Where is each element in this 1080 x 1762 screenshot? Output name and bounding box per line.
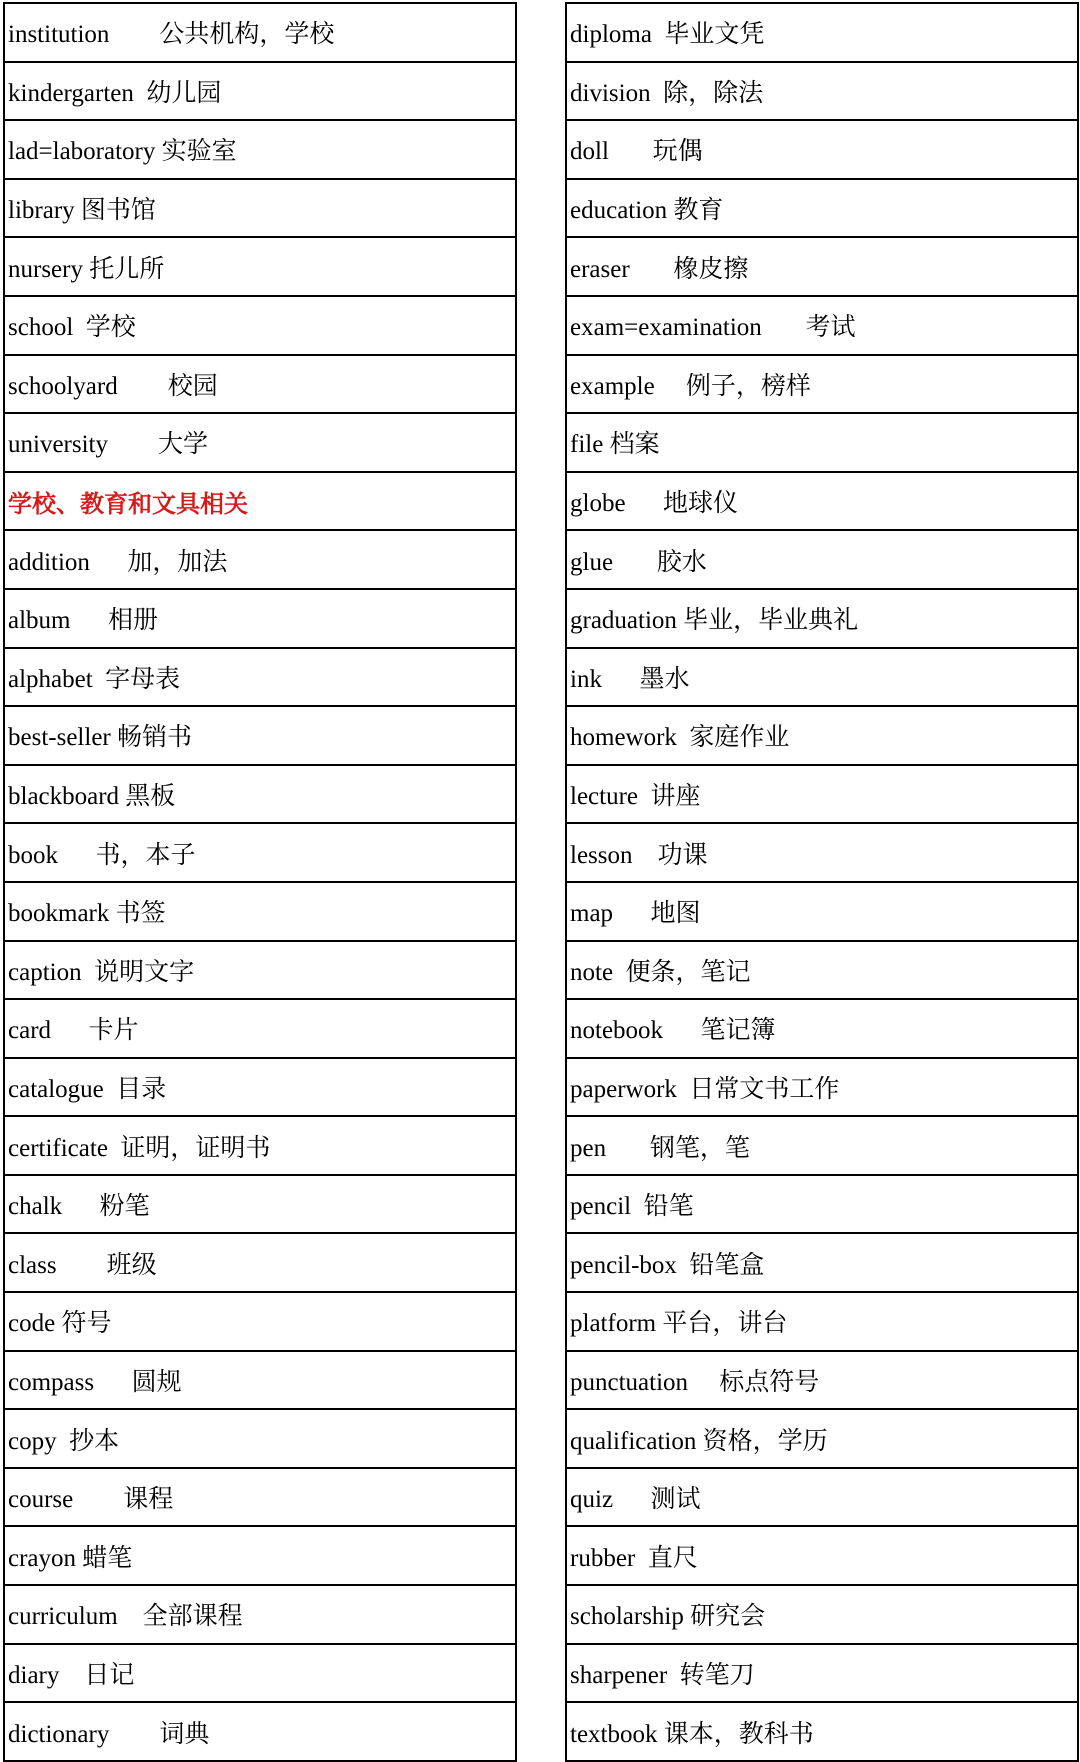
vocab-row: ink 墨水 <box>567 649 1077 708</box>
vocab-row: course 课程 <box>5 1469 515 1528</box>
vocab-row: diary 日记 <box>5 1645 515 1704</box>
vocab-row: catalogue 目录 <box>5 1059 515 1118</box>
vocab-row: blackboard 黑板 <box>5 766 515 825</box>
vocab-row: division 除，除法 <box>567 63 1077 122</box>
vocab-row: compass 圆规 <box>5 1352 515 1411</box>
vocab-row: lesson 功课 <box>567 824 1077 883</box>
vocab-row: education 教育 <box>567 180 1077 239</box>
vocab-row: library 图书馆 <box>5 180 515 239</box>
section-heading: 学校、教育和文具相关 <box>5 473 515 532</box>
vocab-row: book 书，本子 <box>5 824 515 883</box>
vocab-row: doll 玩偶 <box>567 121 1077 180</box>
vocab-row: sharpener 转笔刀 <box>567 1645 1077 1704</box>
vocab-row: rubber 直尺 <box>567 1527 1077 1586</box>
vocab-row: homework 家庭作业 <box>567 707 1077 766</box>
vocab-row: certificate 证明，证明书 <box>5 1117 515 1176</box>
vocab-row: university 大学 <box>5 414 515 473</box>
vocab-row: notebook 笔记簿 <box>567 1000 1077 1059</box>
vocab-row: code 符号 <box>5 1293 515 1352</box>
vocab-row: copy 抄本 <box>5 1410 515 1469</box>
vocab-row: nursery 托儿所 <box>5 238 515 297</box>
vocab-row: curriculum 全部课程 <box>5 1586 515 1645</box>
vocab-row: crayon 蜡笔 <box>5 1527 515 1586</box>
vocab-row: globe 地球仪 <box>567 473 1077 532</box>
vocab-table-right <box>565 2 1079 1762</box>
vocab-row: glue 胶水 <box>567 531 1077 590</box>
vocab-row: addition 加，加法 <box>5 531 515 590</box>
vocab-row: dictionary 词典 <box>5 1703 515 1762</box>
vocab-row: chalk 粉笔 <box>5 1176 515 1235</box>
vocab-row: eraser 橡皮擦 <box>567 238 1077 297</box>
vocab-row: schoolyard 校园 <box>5 356 515 415</box>
vocab-row: qualification 资格，学历 <box>567 1410 1077 1469</box>
vocab-row: pen 钢笔，笔 <box>567 1117 1077 1176</box>
vocab-row: lad=laboratory 实验室 <box>5 121 515 180</box>
vocab-row: institution 公共机构，学校 <box>5 4 515 63</box>
vocab-row: kindergarten 幼儿园 <box>5 63 515 122</box>
vocab-row: diploma 毕业文凭 <box>567 4 1077 63</box>
vocab-row: pencil-box 铅笔盒 <box>567 1234 1077 1293</box>
vocab-row: bookmark 书签 <box>5 883 515 942</box>
vocab-row: caption 说明文字 <box>5 942 515 1001</box>
vocab-row: platform 平台，讲台 <box>567 1293 1077 1352</box>
vocab-row: quiz 测试 <box>567 1469 1077 1528</box>
vocab-row: card 卡片 <box>5 1000 515 1059</box>
vocab-row: lecture 讲座 <box>567 766 1077 825</box>
vocab-row: paperwork 日常文书工作 <box>567 1059 1077 1118</box>
vocab-row: example 例子，榜样 <box>567 356 1077 415</box>
vocab-row: exam=examination 考试 <box>567 297 1077 356</box>
vocab-table-left <box>3 2 517 1762</box>
vocab-row: album 相册 <box>5 590 515 649</box>
vocab-row: pencil 铅笔 <box>567 1176 1077 1235</box>
vocab-row: school 学校 <box>5 297 515 356</box>
vocab-row: scholarship 研究会 <box>567 1586 1077 1645</box>
vocab-row: note 便条，笔记 <box>567 942 1077 1001</box>
vocab-row: best-seller 畅销书 <box>5 707 515 766</box>
vocab-row: textbook 课本，教科书 <box>567 1703 1077 1762</box>
vocab-row: file 档案 <box>567 414 1077 473</box>
vocab-row: graduation 毕业，毕业典礼 <box>567 590 1077 649</box>
vocab-row: map 地图 <box>567 883 1077 942</box>
vocab-row: punctuation 标点符号 <box>567 1352 1077 1411</box>
vocab-row: class 班级 <box>5 1234 515 1293</box>
vocab-row: alphabet 字母表 <box>5 649 515 708</box>
